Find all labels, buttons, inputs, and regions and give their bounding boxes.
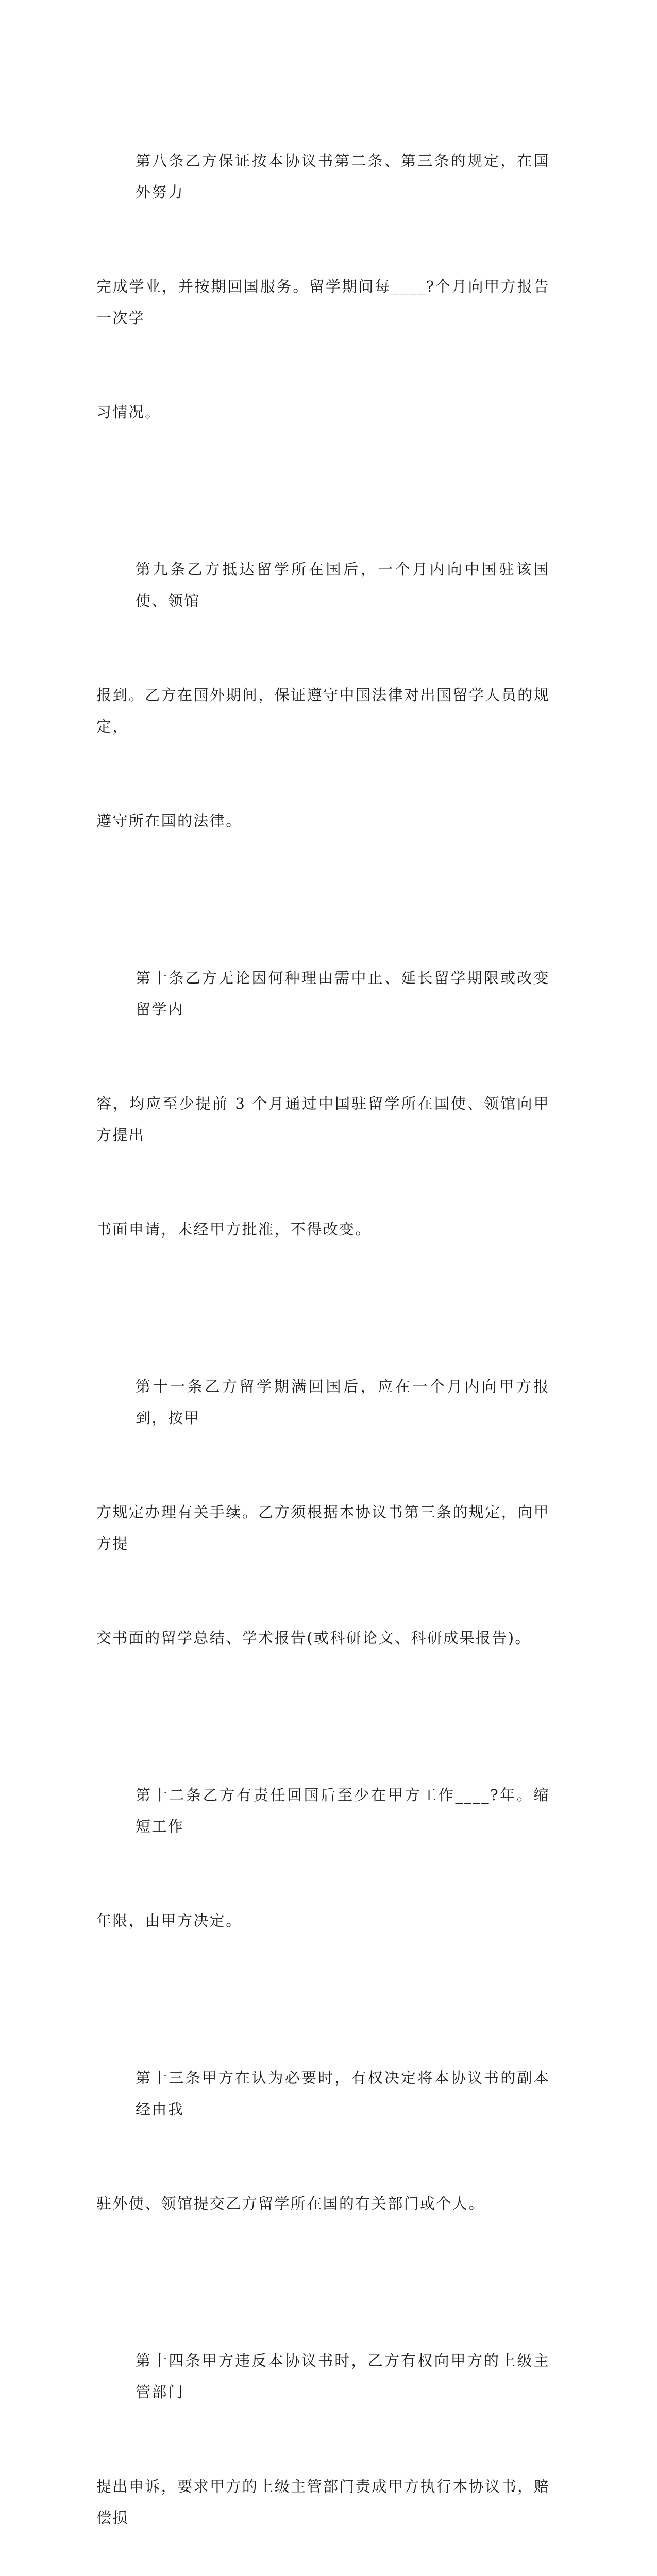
paragraph-line: 第十条乙方无论因何种理由需中止、延长留学期限或改变留学内 [136, 969, 550, 1018]
paragraph-line: 方规定办理有关手续。乙方须根据本协议书第三条的规定，向甲方提 [96, 1503, 550, 1552]
paragraph-line: 第十二条乙方有责任回国后至少在甲方工作____?年。缩短工作 [136, 1786, 550, 1835]
paragraph-line: 遵守所在国的法律。 [96, 812, 242, 829]
paragraph-article-13 [96, 1999, 550, 2282]
paragraph-article-14 [96, 2282, 550, 2576]
document-body [96, 82, 550, 2576]
paragraph-article-11 [96, 1308, 550, 1717]
paragraph-line: 年限，由甲方决定。 [96, 1912, 242, 1929]
paragraph-line: 完成学业，并按期回国服务。留学期间每____?个月向甲方报告一次学 [96, 278, 550, 327]
paragraph-article-8 [96, 82, 550, 491]
paragraph-line: 第十三条甲方在认为必要时，有权决定将本协议书的副本经由我 [136, 2069, 550, 2118]
paragraph-article-10 [96, 900, 550, 1308]
paragraph-line: 驻外使、领馆提交乙方留学所在国的有关部门或个人。 [96, 2195, 485, 2212]
paragraph-line: 交书面的留学总结、学术报告(或科研论文、科研成果报告)。 [96, 1629, 531, 1647]
paragraph-article-9 [96, 491, 550, 900]
paragraph-line: 容，均应至少提前 3 个月通过中国驻留学所在国使、领馆向甲方提出 [96, 1095, 550, 1144]
paragraph-line: 第十一条乙方留学期满回国后，应在一个月内向甲方报到，按甲 [136, 1378, 550, 1427]
paragraph-line: 第九条乙方抵达留学所在国后，一个月内向中国驻该国使、领馆 [136, 561, 550, 609]
paragraph-article-12 [96, 1717, 550, 1999]
paragraph-line: 习情况。 [96, 403, 161, 421]
paragraph-line: 第十四条甲方违反本协议书时，乙方有权向甲方的上级主管部门 [136, 2352, 550, 2401]
paragraph-line: 报到。乙方在国外期间，保证遵守中国法律对出国留学人员的规定， [96, 686, 550, 735]
paragraph-line: 书面申请，未经甲方批准，不得改变。 [96, 1221, 372, 1238]
paragraph-line: 提出申诉，要求甲方的上级主管部门责成甲方执行本协议书，赔偿损 [96, 2478, 550, 2527]
paragraph-line: 第八条乙方保证按本协议书第二条、第三条的规定，在国外努力 [136, 152, 550, 201]
